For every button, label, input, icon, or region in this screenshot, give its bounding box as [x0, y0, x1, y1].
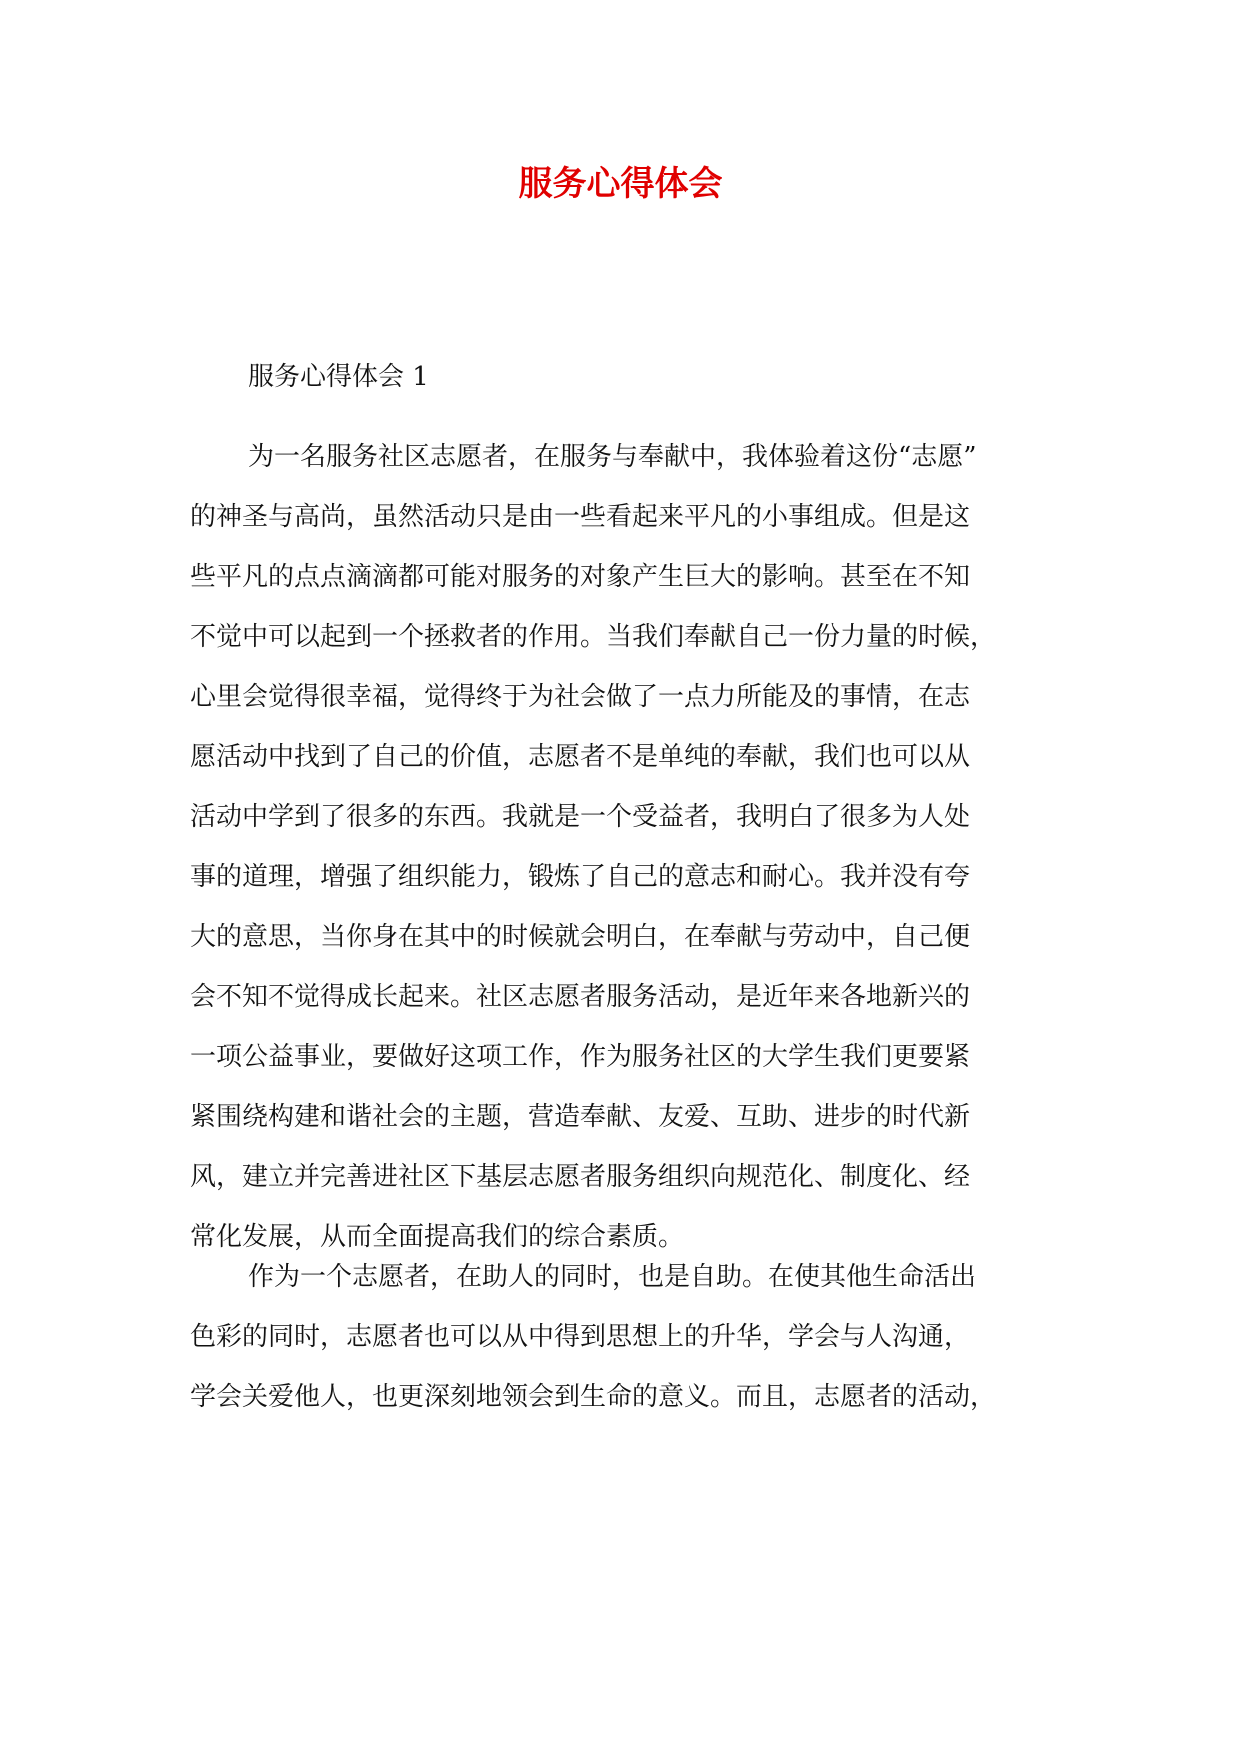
paragraph-line: 事的道理，增强了组织能力，锻炼了自己的意志和耐心。我并没有夸: [190, 862, 971, 892]
paragraph-line: 为一名服务社区志愿者，在服务与奉献中，我体验着这份“志愿”: [248, 442, 977, 472]
paragraph-line: 不觉中可以起到一个拯救者的作用。当我们奉献自己一份力量的时候，: [190, 622, 997, 652]
paragraph-line: 会不知不觉得成长起来。社区志愿者服务活动，是近年来各地新兴的: [190, 982, 971, 1012]
paragraph-line: 心里会觉得很幸福，觉得终于为社会做了一点力所能及的事情，在志: [190, 682, 971, 712]
paragraph-line: 作为一个志愿者，在助人的同时，也是自助。在使其他生命活出: [248, 1262, 977, 1292]
paragraph-line: 些平凡的点点滴滴都可能对服务的对象产生巨大的影响。甚至在不知: [190, 562, 971, 592]
paragraph-line: 风，建立并完善进社区下基层志愿者服务组织向规范化、制度化、经: [190, 1162, 971, 1192]
paragraph-line: 一项公益事业，要做好这项工作，作为服务社区的大学生我们更要紧: [190, 1042, 971, 1072]
paragraph-line: 愿活动中找到了自己的价值，志愿者不是单纯的奉献，我们也可以从: [190, 742, 971, 772]
document-title: 服务心得体会: [518, 164, 723, 204]
paragraph-line: 紧围绕构建和谐社会的主题，营造奉献、友爱、互助、进步的时代新: [190, 1102, 971, 1132]
paragraph-line: 活动中学到了很多的东西。我就是一个受益者，我明白了很多为人处: [190, 802, 971, 832]
paragraph-line: 学会关爱他人，也更深刻地领会到生命的意义。而且，志愿者的活动，: [190, 1382, 997, 1412]
paragraph-line: 大的意思，当你身在其中的时候就会明白，在奉献与劳动中，自己便: [190, 922, 971, 952]
paragraph-line: 常化发展，从而全面提高我们的综合素质。: [190, 1222, 685, 1252]
section-heading: 服务心得体会 1: [248, 362, 429, 392]
paragraph-line: 的神圣与高尚，虽然活动只是由一些看起来平凡的小事组成。但是这: [190, 502, 971, 532]
paragraph-line: 色彩的同时，志愿者也可以从中得到思想上的升华，学会与人沟通，: [190, 1322, 971, 1352]
